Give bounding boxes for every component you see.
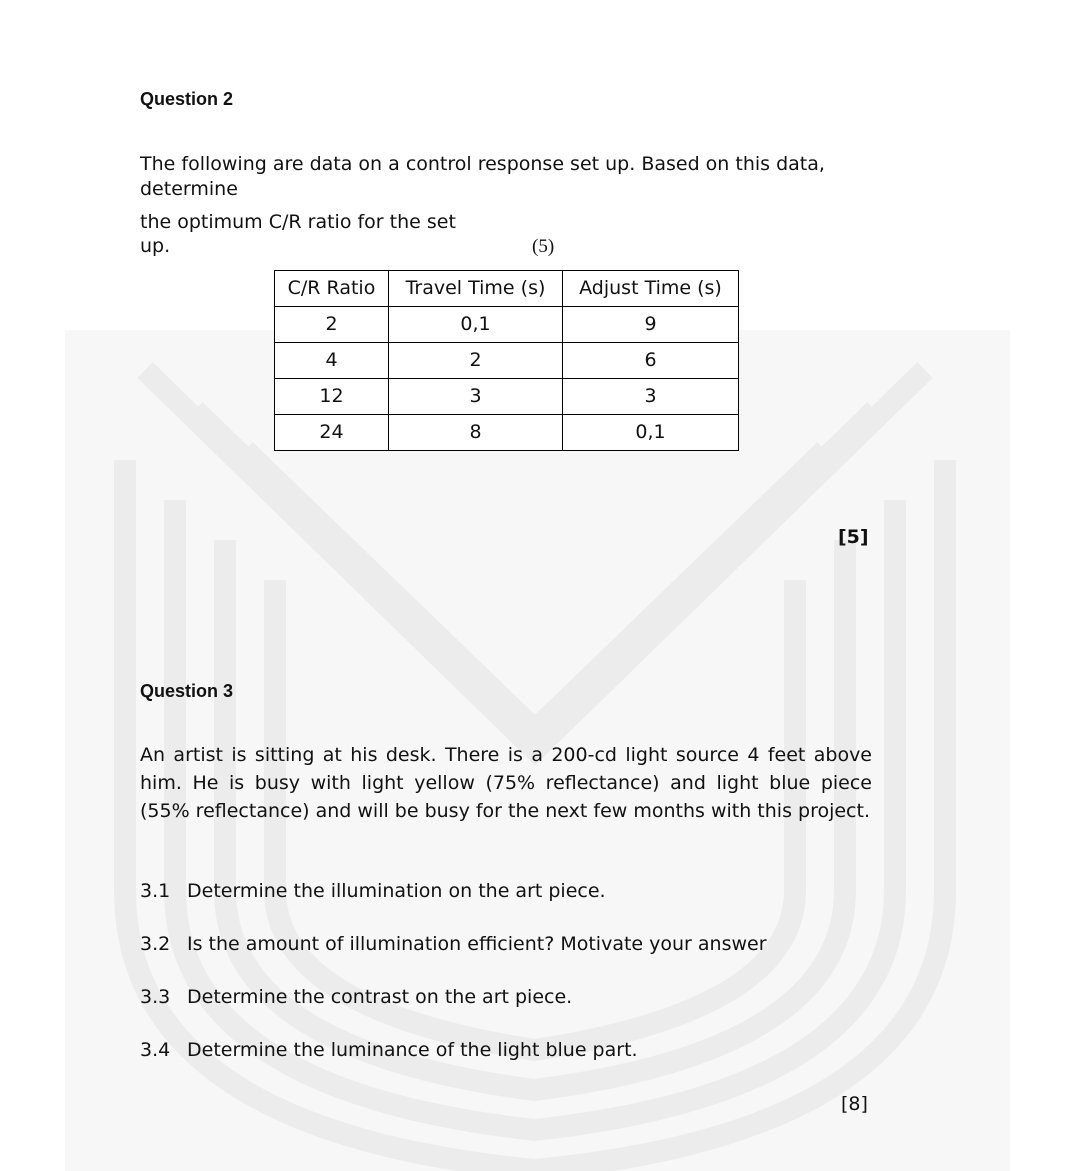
table-row [275,343,739,379]
table-cell: 2 [389,343,563,379]
table-cell: 3 [563,379,739,415]
item-number: 3.2 [140,933,171,955]
item-number: 3.3 [140,986,171,1008]
table-header-cell: C/R Ratio [275,271,389,307]
question-3-total-marks: [8] [841,1093,868,1115]
table-cell: 4 [275,343,389,379]
question-2-total-marks: [5] [838,526,869,548]
instruction-line-2: up. [140,235,171,257]
instruction-line-1: the optimum C/R ratio for the set [140,211,456,233]
question-2-instruction [140,210,872,258]
question-2-heading: Question 2 [140,89,234,109]
table-row [275,307,739,343]
table-cell: 0,1 [389,307,563,343]
table-cell: 24 [275,415,389,451]
question-3-item [140,880,606,902]
table-row [275,415,739,451]
table-cell: 12 [275,379,389,415]
item-number: 3.1 [140,880,171,902]
table-cell: 2 [275,307,389,343]
item-text: Determine the illumination on the art piece. [187,880,606,902]
table-cell: 9 [563,307,739,343]
table-cell: 0,1 [563,415,739,451]
question-2-intro [140,150,872,203]
intro-line-1: The following are data on a control response set up. Based on this data, [140,153,825,175]
table-header-cell: Adjust Time (s) [563,271,739,307]
item-text: Determine the luminance of the light blue part. [187,1039,638,1061]
item-text: Determine the contrast on the art piece. [187,986,573,1008]
inline-marks: (5) [532,236,555,257]
cr-ratio-table [274,270,739,451]
table-cell: 8 [389,415,563,451]
intro-line-2: determine [140,178,238,200]
question-3-item [140,1039,638,1061]
table-cell: 6 [563,343,739,379]
question-3-heading: Question 3 [140,681,234,701]
table-header-row [275,271,739,307]
table-cell: 3 [389,379,563,415]
table-row [275,379,739,415]
question-3-item [140,986,572,1008]
question-3-item [140,933,767,955]
item-text: Is the amount of illumination efficient? Motivate your answer [187,933,767,955]
table-header-cell: Travel Time (s) [389,271,563,307]
question-3-body: An artist is sitting at his desk. There is a 200-cd light source 4 feet above him. He is busy with light yellow (75% reflectance) and light blue piece (55% reflectance) and will be busy for the next few months with this project. [140,744,872,822]
item-number: 3.4 [140,1039,171,1061]
